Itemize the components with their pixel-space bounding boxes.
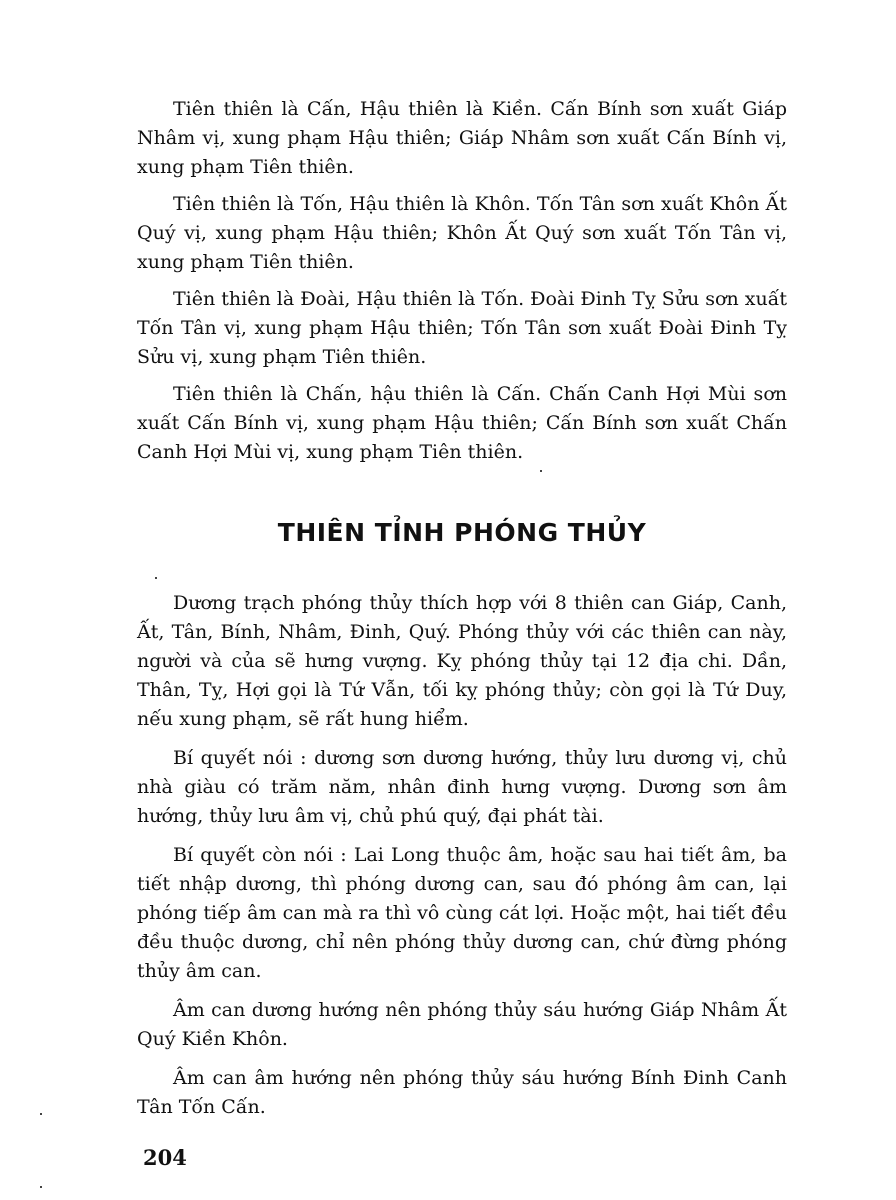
section-heading: THIÊN TỈNH PHÓNG THỦY — [277, 518, 647, 547]
paragraph-bi-quyet-con-noi: Bí quyết còn nói : Lai Long thuộc âm, hoặc sau hai tiết âm, ba tiết nhập dương, thì phóng dương can, sau đó phóng âm can, lại phóng tiếp âm can mà ra thì vô cùng cát lợi. Hoặc một, hai tiết đều đều thuộc dương, chỉ nên phóng thủy dương can, chứ đừng phóng thủy âm can. — [137, 844, 787, 982]
paragraph-chan-can: Tiên thiên là Chấn, hậu thiên là Cấn. Chấn Canh Hợi Mùi sơn xuất Cấn Bính vị, xung phạm Hậu thiên; Cấn Bính sơn xuất Chấn Canh Hợi Mùi vị, xung phạm Tiên thiên. — [137, 383, 787, 463]
section-text-block — [137, 589, 787, 1132]
paragraph-duong-trach: Dương trạch phóng thủy thích hợp với 8 thiên can Giáp, Canh, Ất, Tân, Bính, Nhâm, Đinh, Quý. Phóng thủy với các thiên can này, người và của sẽ hưng vượng. Kỵ phóng thủy tại 12 địa chi. Dần, Thân, Tỵ, Hợi gọi là Tứ Vẫn, tối kỵ phóng thủy; còn gọi là Tứ Duy, nếu xung phạm, sẽ rất hung hiểm. — [137, 592, 787, 730]
paragraph-am-can-duong-huong: Âm can dương hướng nên phóng thủy sáu hướng Giáp Nhâm Ất Quý Kiền Khôn. — [137, 999, 787, 1050]
scan-speck — [540, 470, 542, 472]
page-number: 204 — [143, 1145, 187, 1170]
paragraph-ton-khon: Tiên thiên là Tốn, Hậu thiên là Khôn. Tốn Tân sơn xuất Khôn Ất Quý vị, xung phạm Hậu thiên; Khôn Ất Quý sơn xuất Tốn Tân vị, xung phạm Tiên thiên. — [137, 193, 787, 273]
paragraph-doai-ton: Tiên thiên là Đoài, Hậu thiên là Tốn. Đoài Đinh Tỵ Sửu sơn xuất Tốn Tân vị, xung phạm Hậu thiên; Tốn Tân sơn xuất Đoài Đinh Tỵ Sửu vị, xung phạm Tiên thiên. — [137, 288, 787, 368]
paragraph-bi-quyet: Bí quyết nói : dương sơn dương hướng, thủy lưu dương vị, chủ nhà giàu có trăm năm, nhân đinh hưng vượng. Dương sơn âm hướng, thủy lưu âm vị, chủ phú quý, đại phát tài. — [137, 747, 787, 827]
top-text-block — [137, 95, 787, 475]
paragraph-can-kien: Tiên thiên là Cấn, Hậu thiên là Kiền. Cấn Bính sơn xuất Giáp Nhâm vị, xung phạm Hậu thiên; Giáp Nhâm sơn xuất Cấn Bính vị, xung phạm Tiên thiên. — [137, 98, 787, 178]
scan-speck — [40, 1186, 42, 1188]
paragraph-am-can-am-huong: Âm can âm hướng nên phóng thủy sáu hướng Bính Đinh Canh Tân Tốn Cấn. — [137, 1067, 787, 1118]
scan-speck — [155, 577, 157, 579]
scan-speck — [40, 1113, 42, 1115]
